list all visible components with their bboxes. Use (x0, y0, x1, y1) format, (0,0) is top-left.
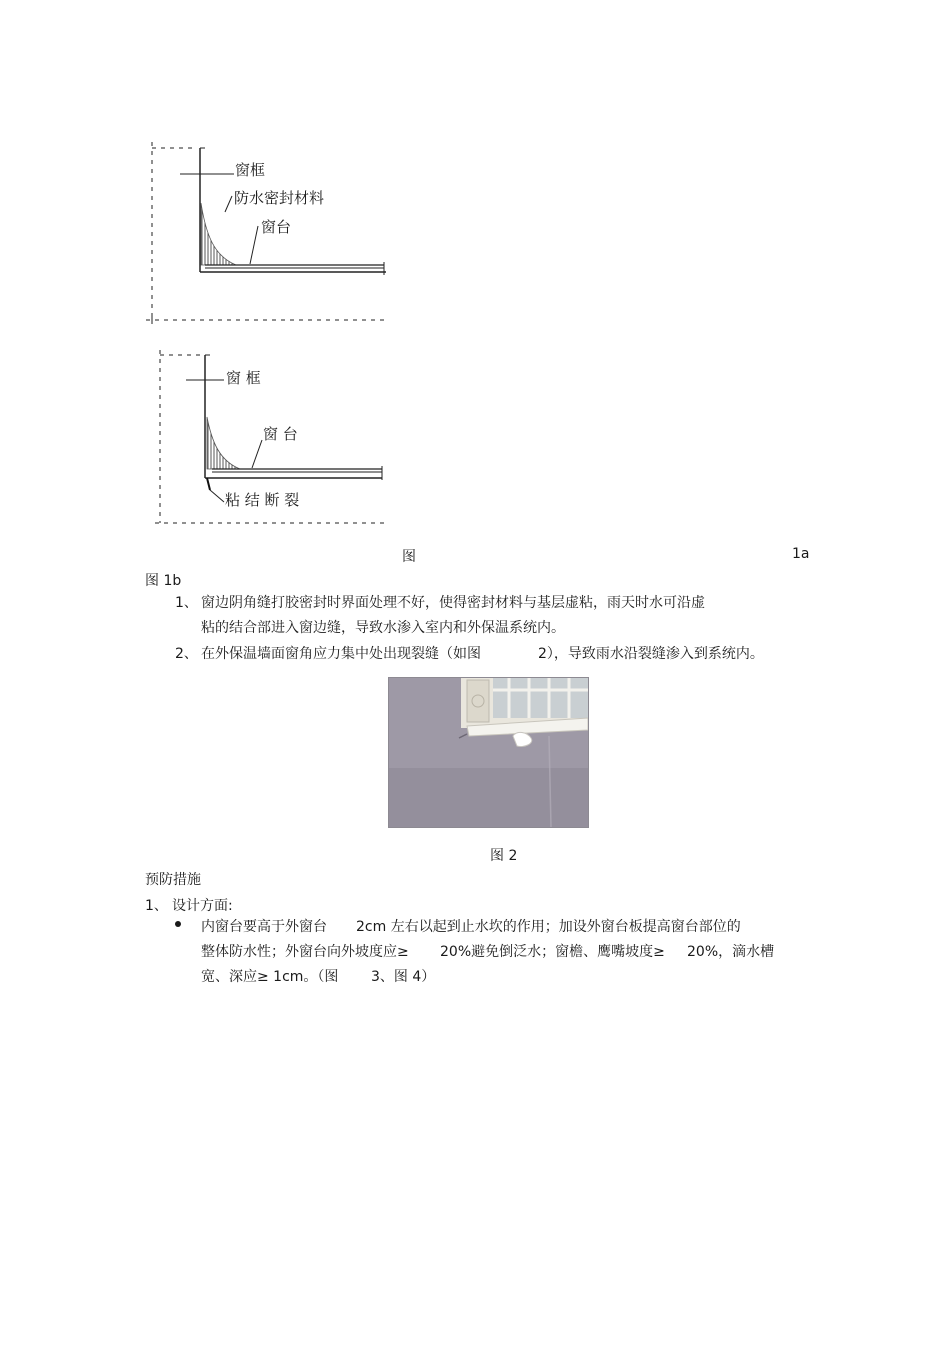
design-bullet-line2-c: 20%，滴水槽 (687, 944, 775, 960)
cause-2-number: 2、 (175, 646, 198, 662)
design-number: 1、 (145, 898, 168, 914)
design-bullet-line1-a: 内窗台要高于外窗台 (201, 919, 327, 935)
label-bond-break: 粘 结 断 裂 (225, 491, 300, 509)
figure-caption-left: 图 (402, 549, 416, 565)
design-bullet-line2-a: 整体防水性；外窗台向外坡度应≥ (201, 944, 409, 960)
bullet-dot (175, 921, 181, 927)
figure-1b-caption: 图 1b (145, 573, 182, 589)
design-bullet-line1-b: 2cm 左右以起到止水坎的作用；加设外窗台板提高窗台部位的 (356, 919, 741, 935)
design-title: 设计方面: (172, 898, 233, 914)
label-window-sill: 窗台 (261, 218, 292, 236)
design-bullet-line2-b: 20%避免倒泛水；窗檐、鹰嘴坡度≥ (440, 944, 665, 960)
design-bullet-line3-a: 宽、深应≥ 1cm。（图 (201, 969, 339, 985)
figure-2-photo (388, 677, 589, 828)
cause-2-line1-b: 2），导致雨水沿裂缝渗入到系统内。 (538, 646, 764, 662)
figure-1b-diagram (0, 0, 950, 540)
label-sealant: 防水密封材料 (234, 189, 325, 207)
cause-1-line1: 窗边阴角缝打胶密封时界面处理不好，使得密封材料与基层虚粘，雨天时水可沿虚 (201, 595, 705, 611)
design-bullet-line3-b: 3、图 4） (371, 969, 436, 985)
label-window-frame: 窗框 (235, 161, 266, 179)
cause-1-line2: 粘的结合部进入窗边缝，导致水渗入室内和外保温系统内。 (201, 620, 565, 636)
cause-2-line1-a: 在外保温墙面窗角应力集中处出现裂缝（如图 (201, 646, 481, 662)
figure-2-caption: 图 2 (490, 848, 518, 864)
label-window-frame-b: 窗 框 (226, 369, 261, 387)
cause-1-number: 1、 (175, 595, 198, 611)
label-window-sill-b: 窗 台 (263, 425, 298, 443)
prevention-title: 预防措施 (145, 872, 201, 888)
figure-caption-right: 1a (792, 546, 810, 562)
